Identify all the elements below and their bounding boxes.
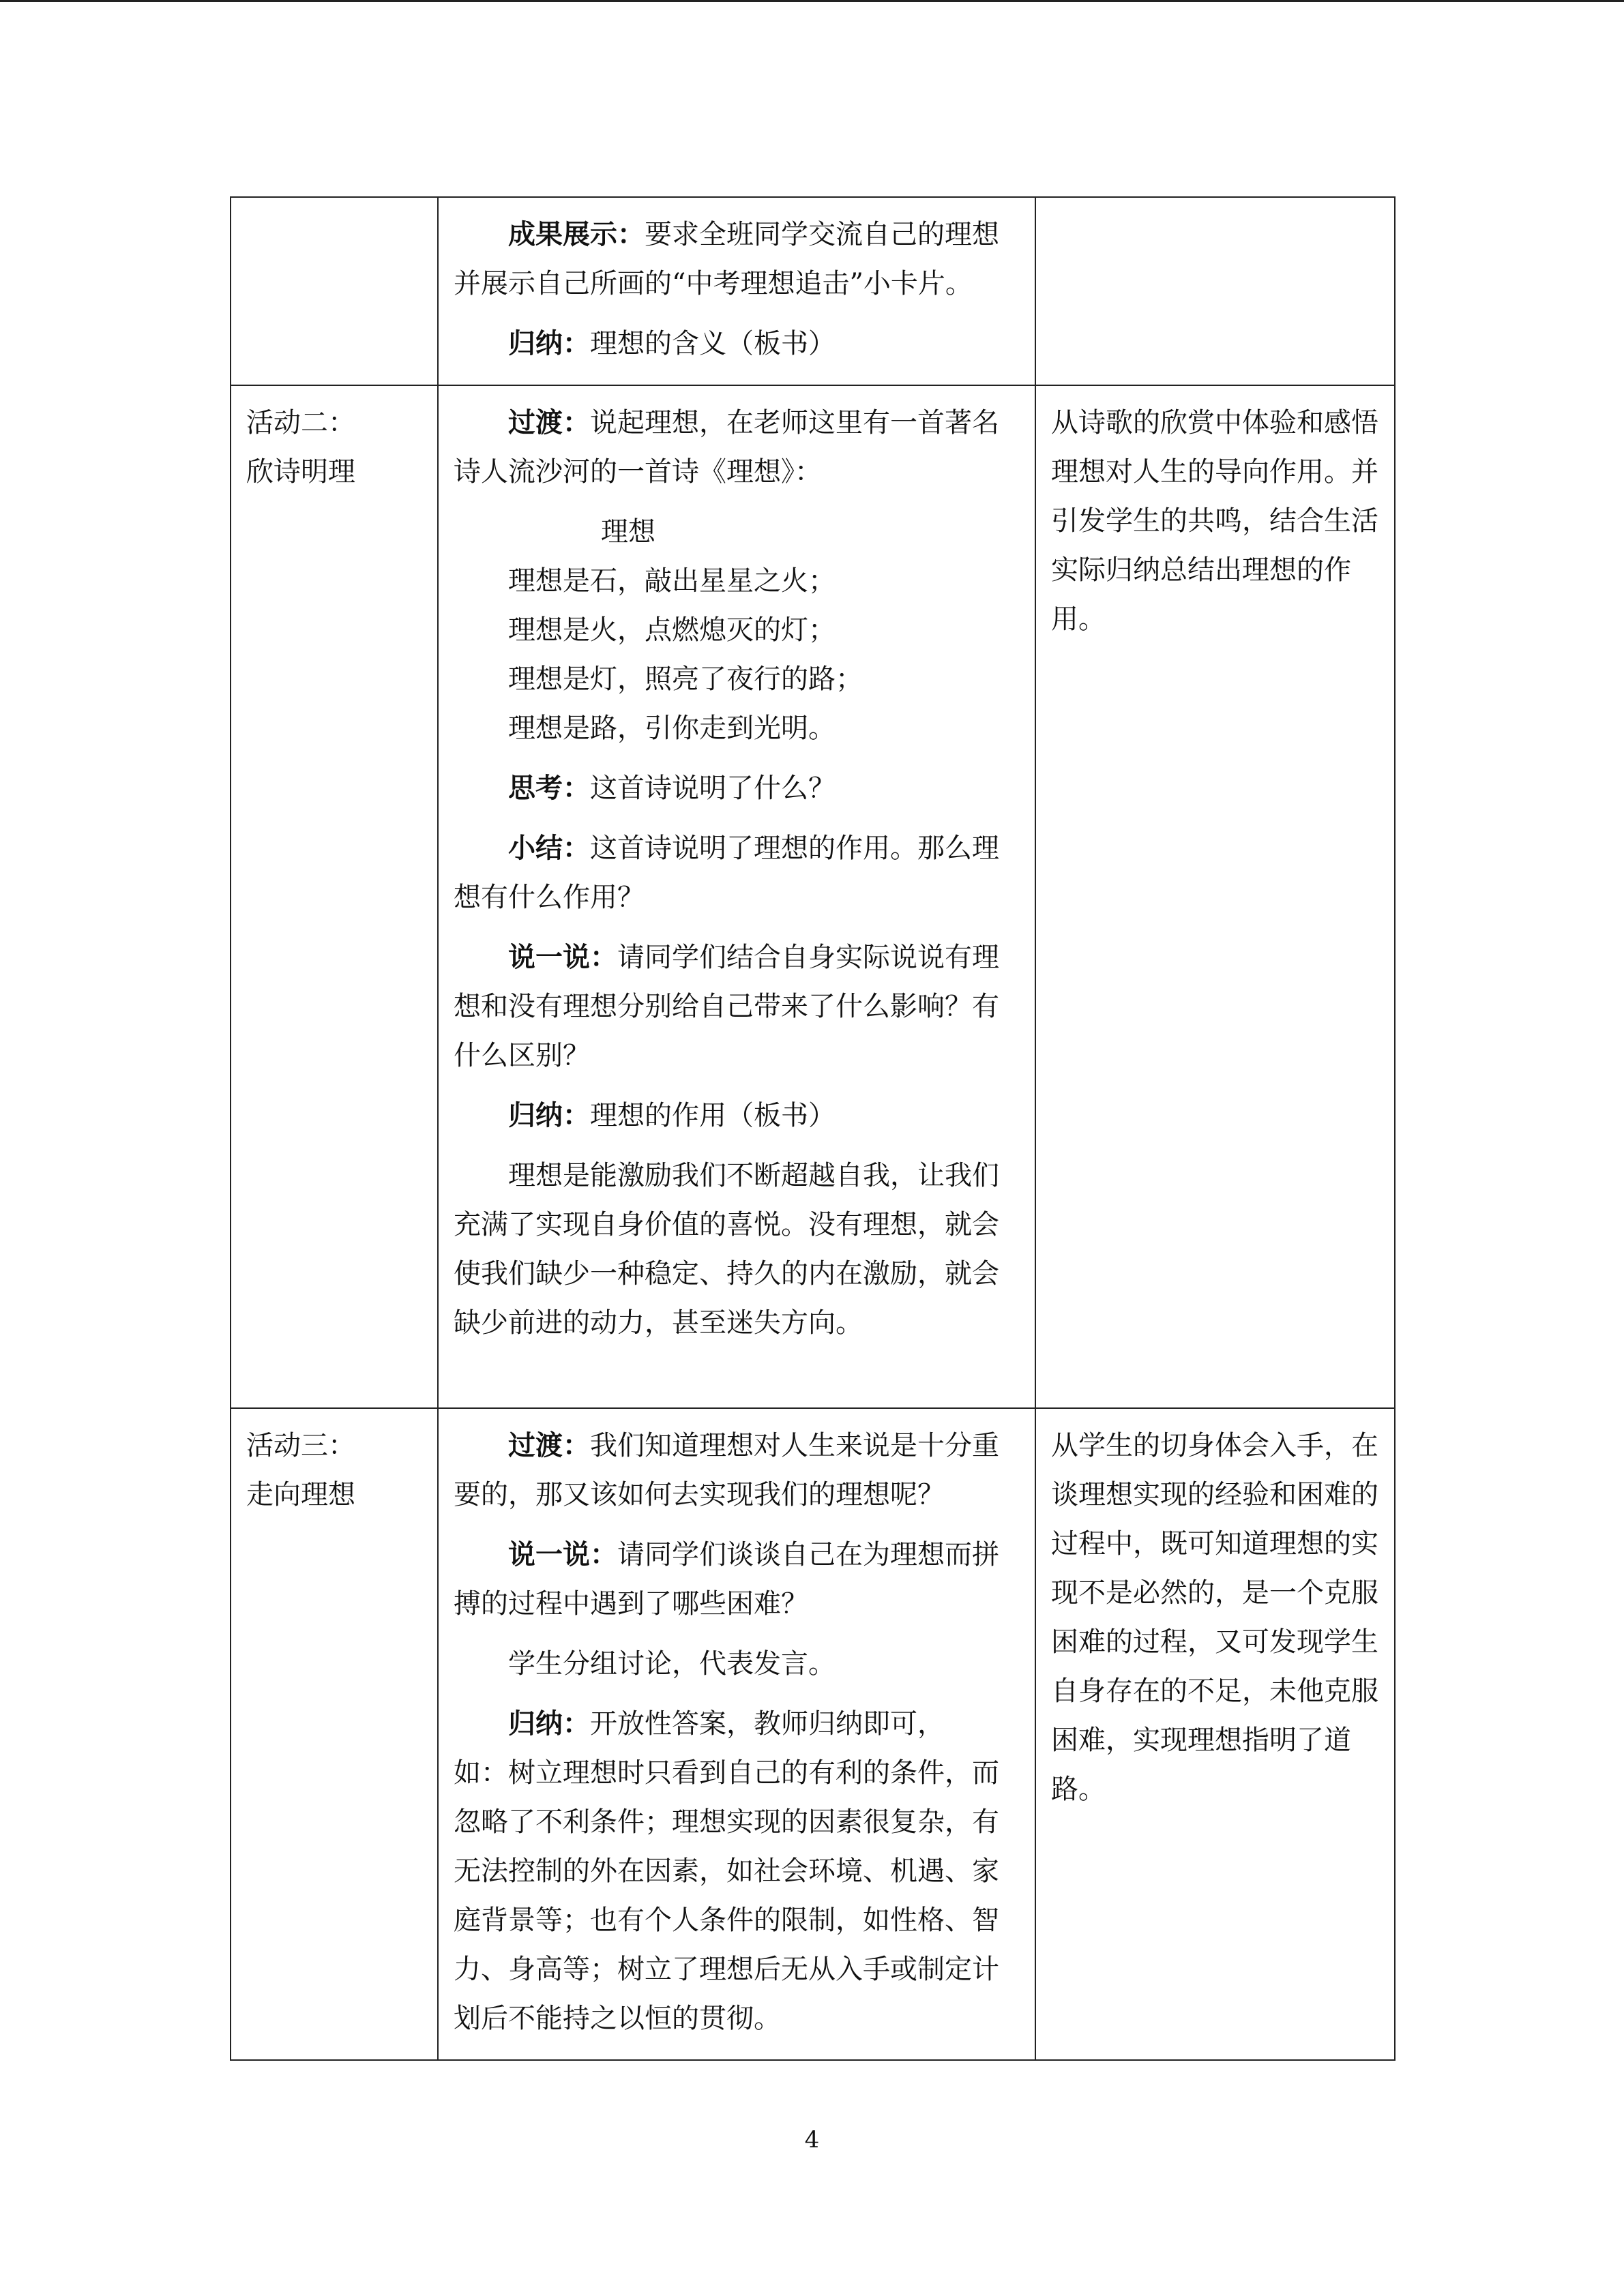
- paragraph-label: 说一说：: [508, 1538, 617, 1570]
- content-cell: [438, 1408, 1035, 2060]
- paragraph-text: 这首诗说明了理想的作用。那么理想有什么作用？: [454, 833, 999, 913]
- paragraph: [454, 1530, 1020, 1628]
- design-note: 从诗歌的欣赏中体验和感悟理想对人生的导向作用。并引发学生的共鸣，结合生活实际归纳总结出理想的作用。: [1051, 407, 1378, 635]
- paragraph: [454, 319, 1020, 368]
- poem-title: 理想: [601, 516, 655, 548]
- paragraph-text: 理想是能激励我们不断超越自我，让我们充满了实现自身价值的喜悦。没有理想，就会使我们缺少一种稳定、持久的内在激励，就会缺少前进的动力，甚至迷失方向。: [454, 1160, 999, 1339]
- poem-line: 理想是灯，照亮了夜行的路；: [508, 664, 863, 695]
- paragraph-label: 说一说：: [508, 941, 617, 973]
- note-cell: [1035, 1408, 1395, 2060]
- paragraph: [454, 1421, 1020, 1519]
- note-cell: [1035, 385, 1395, 1408]
- paragraph-text: 请同学们谈谈自己在为理想而拼搏的过程中遇到了哪些困难？: [454, 1539, 999, 1620]
- paragraph-text: 请同学们结合自身实际说说有理想和没有理想分别给自己带来了什么影响？有什么区别？: [454, 942, 999, 1071]
- activity-name: 走向理想: [246, 1479, 355, 1510]
- paragraph-label: 过渡：: [508, 1429, 590, 1461]
- activity-name: 欣诗明理: [246, 456, 355, 488]
- paragraph-text: 这首诗说明了什么？: [590, 773, 836, 804]
- paragraph-label: 归纳：: [508, 1099, 590, 1131]
- paragraph: [454, 1639, 1020, 1688]
- paragraph-label: 归纳：: [508, 1708, 590, 1740]
- paragraph-label: 思考：: [508, 772, 590, 804]
- table-row: [231, 385, 1395, 1408]
- paragraph-label: 成果展示：: [508, 218, 645, 250]
- activity-cell: [231, 197, 438, 385]
- content-cell: [438, 197, 1035, 385]
- paragraph: [454, 210, 1020, 308]
- paragraph-text: 开放性答案，教师归纳即可，: [590, 1708, 945, 1740]
- paragraph: [454, 764, 1020, 813]
- poem: [454, 507, 1020, 753]
- top-border-line: [0, 0, 1624, 2]
- paragraph-text: 说起理想，在老师这里有一首著名诗人流沙河的一首诗《理想》：: [454, 407, 999, 488]
- paragraph-label: 小结：: [508, 832, 590, 864]
- activity-title: 活动三：: [246, 1430, 355, 1461]
- poem-line: 理想是石，敲出星星之火；: [508, 565, 836, 597]
- page-number: 4: [804, 2126, 820, 2153]
- table-row: [231, 197, 1395, 385]
- note-cell: [1035, 197, 1395, 385]
- content-cell: [438, 385, 1035, 1408]
- paragraph-label: 归纳：: [508, 327, 590, 359]
- paragraph-text: 理想的含义（板书）: [590, 328, 836, 359]
- paragraph-continuation: 如：树立理想时只看到自己的有利的条件，而忽略了不利条件；理想实现的因素很复杂，有无法控制的外在因素，如社会环境、机遇、家庭背景等；也有个人条件的限制，如性格、智力、身高等；树立了理想后无从入手或制定计划后不能持之以恒的贯彻。: [454, 1757, 999, 2034]
- paragraph: [454, 398, 1020, 496]
- paragraph: [454, 933, 1020, 1080]
- activity-cell: [231, 1408, 438, 2060]
- paragraph: [454, 1091, 1020, 1140]
- design-note: 从学生的切身体会入手，在谈理想实现的经验和困难的过程中，既可知道理想的实现不是必然的，是一个克服困难的过程，又可发现学生自身存在的不足，未他克服困难，实现理想指明了道路。: [1051, 1430, 1378, 1805]
- activity-title: 活动二：: [246, 407, 355, 438]
- paragraph-text: 要求全班同学交流自己的理想并展示自己所画的“中考理想追击”小卡片。: [454, 219, 999, 299]
- paragraph-text: 理想的作用（板书）: [590, 1100, 836, 1131]
- paragraph-text: 学生分组讨论，代表发言。: [508, 1648, 836, 1680]
- paragraph-text: 我们知道理想对人生来说是十分重要的，那又该如何去实现我们的理想呢？: [454, 1430, 999, 1510]
- paragraph-label: 过渡：: [508, 406, 590, 438]
- lesson-plan-table: [230, 196, 1396, 2061]
- poem-line: 理想是路，引你走到光明。: [508, 713, 836, 744]
- activity-cell: [231, 385, 438, 1408]
- paragraph: [454, 1699, 1020, 1748]
- poem-line: 理想是火，点燃熄灭的灯；: [508, 614, 836, 646]
- paragraph: [454, 1151, 1020, 1347]
- table-row: [231, 1408, 1395, 2060]
- paragraph: [454, 824, 1020, 922]
